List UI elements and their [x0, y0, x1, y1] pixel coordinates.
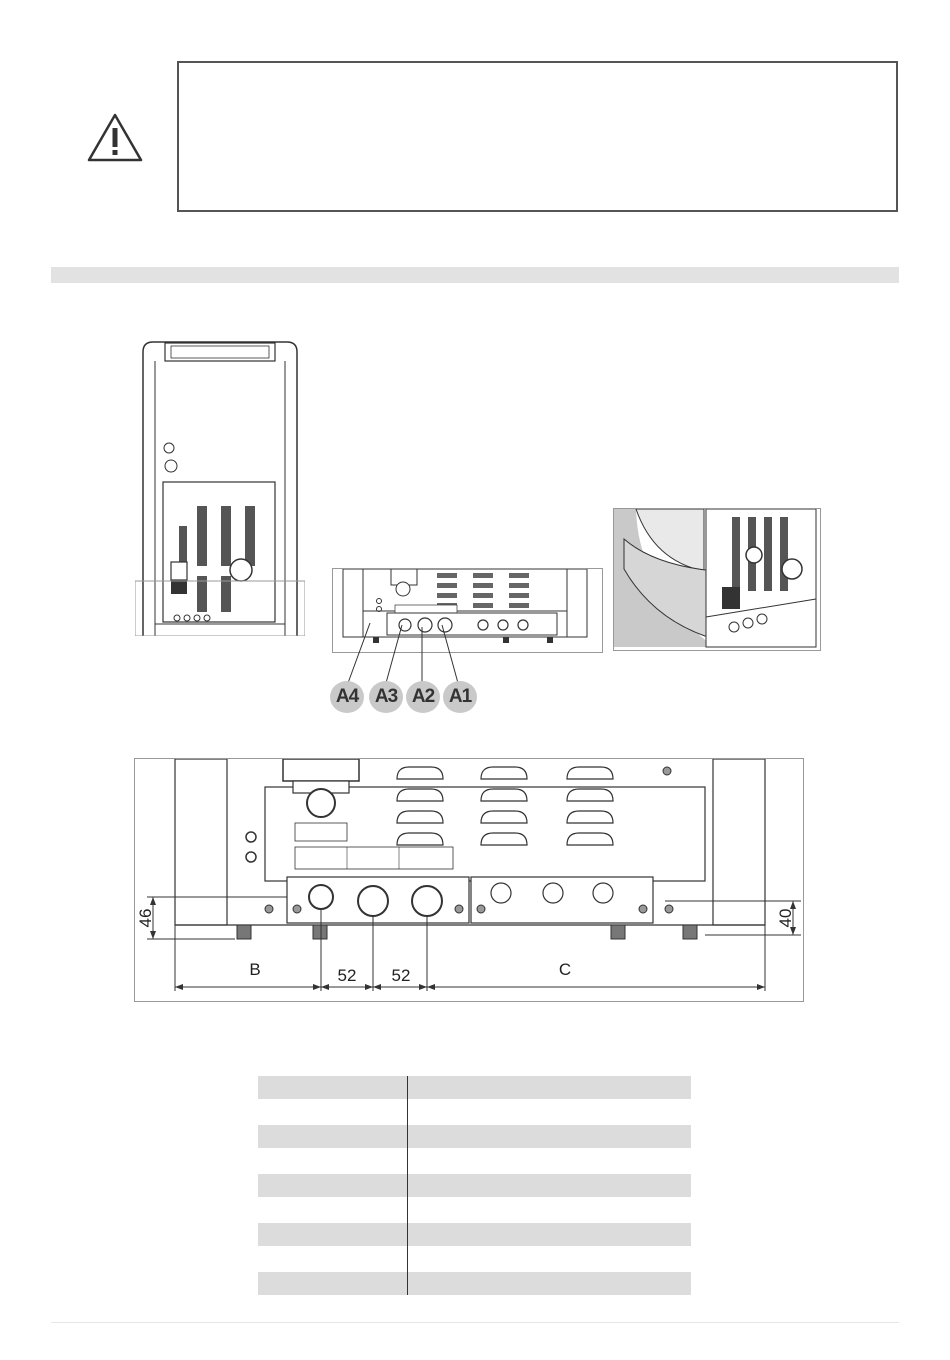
- table-row: [258, 1223, 691, 1246]
- dim-label-b: B: [249, 960, 261, 979]
- callout-badge-a3: A3: [369, 681, 403, 713]
- callout-badge-a2: A2: [406, 681, 440, 713]
- warning-box: [177, 61, 898, 212]
- table-row: [258, 1272, 691, 1295]
- rear-view-illustration: [135, 340, 305, 636]
- table-row: [258, 1125, 691, 1148]
- dim-label-span-2: 52: [391, 966, 411, 985]
- perspective-illustration: [613, 508, 821, 651]
- section-heading-bar: [51, 267, 899, 283]
- table-column-divider: [407, 1076, 408, 1295]
- table-row: [258, 1174, 691, 1197]
- callout-badge-a1: A1: [443, 681, 477, 713]
- dim-label-c: C: [558, 960, 572, 979]
- dim-label-span-1: 52: [337, 966, 357, 985]
- table-row: [258, 1076, 691, 1099]
- footer-rule: [51, 1322, 899, 1323]
- dim-label-right-height: 40: [776, 908, 795, 928]
- callout-badge-a4: A4: [330, 681, 364, 713]
- warning-triangle-icon: [86, 112, 144, 164]
- connections-table: [258, 1076, 691, 1295]
- dimensions-drawing: [134, 758, 804, 1002]
- dim-label-left-height: 46: [136, 908, 155, 928]
- callout-leader-lines: [330, 615, 490, 685]
